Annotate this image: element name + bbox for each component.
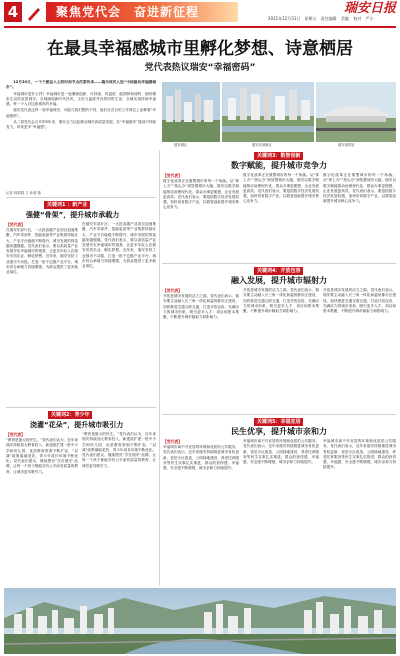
section-body: “教育是最大的民生。”党代表们认为，近年来瑞安持续加大教育投入，新建改扩建一批中小学和幼儿园，优质教育资源不断扩容，“双减”政策落地见效，青少年成长环境不断优化。党代表们建议，继续擦亮“学在瑞安”品牌，让每一个孩子都能享有公平而有质量的教育，让城市更具吸引力。 [82,432,156,468]
section-headline: 强健“骨架”，提升城市承载力 [26,211,120,219]
section-subhead: 【党代表】 [163,439,182,444]
meta-editor: 责任编辑 [320,16,337,21]
section-subhead: 【党代表】 [163,173,182,178]
section-tag: 关键词4：开放包容 [254,267,303,275]
section-subhead: 【党代表】 [6,222,25,227]
header-rule [4,26,396,28]
meta-design: 美编 [340,16,349,21]
section-headline: 浇灌“花朵”，提升城市吸引力 [30,421,124,429]
section-body: 幸福城市离不开宜居的环境和优质的公共服务。党代表们表示，近年来瑞安持续推进城市有机更新，老旧小区改造、公园绿地建设、养老托育服务等民生实事扎实推进，群众的获得感、幸福感、安全感不断增强，城市亲和力持续提升。 [243,439,319,465]
section-body: 数字化改革正在重塑城市的每一个角落。从“掌上办”“指尖办”到智慧城市大脑，瑞安以数字赋能推动治理现代化，群众办事更便捷，企业发展更高效。党代表们表示，要抢抓数字经济发展机遇，加快培育数字产业，以数智创新提升城市核心竞争力。 [243,173,319,204]
city-panorama-photo [4,588,396,654]
issue-date: 2021年12月31日 星期五 [268,16,317,21]
intro-paragraph: 幸福城市是什么样？幸福城市是一座兼顾创新、可持续、有温度、能圆梦和倾听、拥有精彩生活的宜居城市。全城涌现新时代民风，文化与温度并存的同时生活，全域实现持续幸福感。每一个人对这座城市的幸福。 [6,91,156,107]
article-title: 在最具幸福感城市里孵化梦想、诗意栖居 [47,39,353,59]
section-body: 开放是城市发展的活力之源。党代表们表示，瑞安要主动融入长三角一体化和温州都市区建设，加快推进交通互联互通，打造开放包容、充满活力的城市形象，吸引更多人才、项目和资本集聚，不断提升城市辐射力和影响力。 [243,288,319,314]
section-body: 幸福城市离不开宜居的环境和优质的公共服务。党代表们表示，近年来瑞安持续推进城市有机更新，老旧小区改造、公园绿地建设、养老托育服务等民生实事扎实推进，群众的获得感、幸福感、安全感不断增强，城市亲和力持续提升。 [163,445,239,471]
section-body: 数字化改革正在重塑城市的每一个角落。从“掌上办”“指尖办”到智慧城市大脑，瑞安以数字赋能推动治理现代化，群众办事更便捷，企业发展更高效。党代表们表示，要抢抓数字经济发展机遇，加快培育数字产业，以数智创新提升城市核心竞争力。 [323,173,396,204]
city-photo [162,82,220,142]
column-banner: 聚焦党代会 奋进新征程 [46,2,238,22]
page-number: 4 [4,2,22,22]
article-subtitle: 党代表热议瑞安“幸福密码” [144,63,256,73]
issue-meta [268,16,398,21]
divider [6,407,156,408]
section-body: 数字化改革正在重塑城市的每一个角落。从“掌上办”“指尖办”到智慧城市大脑，瑞安以数字赋能推动治理现代化，群众办事更便捷，企业发展更高效。党代表们表示，要抢抓数字经济发展机遇，加快培育数字产业，以数智创新提升城市核心竞争力。 [163,179,239,210]
intro-paragraph: 12月30日，一个个振奋人心的时间节点次第传来——瑞市再次入选“中国最具幸福感城市”。 [6,80,156,90]
intro-text [6,80,156,190]
new-district-photo [222,82,314,142]
section-headline: 民生优享，提升城市亲和力 [231,427,327,436]
section-tag: 关键词5：幸福宜居 [254,418,303,426]
section-subhead: 【党代表】 [6,432,25,437]
party-emblem-icon [25,3,45,22]
section-body: 在瑞安东部片区，一大批高端产业项目加速集聚，汽车零部件、智能装备等产业集群持续壮大，产业平台能级不断提升，城市发展的骨架越来越强健。党代表们表示，要以高质量产业发展夯实幸福城市的根基，让更多年轻人在瑞安安居乐业、孵化梦想。近年来，瑞安坚持工业强市不动摇，打造一批千亿级产业平台，城市综合承载力持续增强，为群众提供了更多就业岗位。 [82,222,156,269]
section-body: “教育是最大的民生。”党代表们认为，近年来瑞安持续加大教育投入，新建改扩建一批中小学和幼儿园，优质教育资源不断扩容，“双减”政策落地见效，青少年成长环境不断优化。党代表们建议，继续擦亮“学在瑞安”品牌，让每一个孩子都能享有公平而有质量的教育，让城市更具吸引力。 [6,438,78,474]
section-subhead: 【党代表】 [163,288,182,293]
section-tag: 关键词2：青少年 [48,411,92,419]
station-photo [316,82,396,142]
photo-caption: 瑞安高铁站 [338,143,355,147]
section-body: 开放是城市发展的活力之源。党代表们表示，瑞安要主动融入长三角一体化和温州都市区建设，加快推进交通互联互通，打造开放包容、充满活力的城市形象，吸引更多人才、项目和资本集聚，不断提升城市辐射力和影响力。 [163,294,239,320]
section-body: 在瑞安东部片区，一大批高端产业项目加速集聚，汽车零部件、智能装备等产业集群持续壮大，产业平台能级不断提升，城市发展的骨架越来越强健。党代表们表示，要以高质量产业发展夯实幸福城市的根基，让更多年轻人在瑞安安居乐业、孵化梦想。近年来，瑞安坚持工业强市不动摇，打造一批千亿级产业平台，城市综合承载力持续增强，为群众提供了更多就业岗位。 [6,228,78,275]
page-header [0,0,400,26]
column-divider [159,150,160,586]
divider [162,414,396,415]
divider [6,197,156,198]
meta-proof: 校对 [353,16,362,21]
photo-caption: 瑞安东部新区 [252,143,272,147]
section-tag: 关键词3：数智创新 [254,152,303,160]
photo-caption: 瑞安城区 [174,143,188,147]
intro-paragraph: 从二届党代会召开的5年来，瑞安全力以赴推动城市高质量发展，在“幸福瑞安”建设中持续发力，带来更多“幸福感”。 [6,120,156,130]
section-body: 幸福城市离不开宜居的环境和优质的公共服务。党代表们表示，近年来瑞安持续推进城市有机更新，老旧小区改造、公园绿地建设、养老托育服务等民生实事扎实推进，群众的获得感、幸福感、安全感不断增强，城市亲和力持续提升。 [323,439,396,470]
section-body: 开放是城市发展的活力之源。党代表们表示，瑞安要主动融入长三角一体化和温州都市区建设，加快推进交通互联互通，打造开放包容、充满活力的城市形象，吸引更多人才、项目和资本集聚，不断提升城市辐射力和影响力。 [323,288,396,314]
section-headline: 数字赋能，提升城市竞争力 [231,161,327,170]
meta-name: 严小 [365,16,374,21]
byline: 记者 林莉娟 文 孙晨 摄 [6,191,41,195]
section-tag: 关键词1 ：新产业 [44,201,90,209]
divider [162,263,396,264]
section-headline: 融入发展，提升城市辐射力 [231,276,327,285]
intro-paragraph: 瑞安党代表这样一座幸福城市，可能与我们想的不同，他们在各自的工作岗位上诠释着“幸福密码”。 [6,108,156,118]
newspaper-name: 瑞安日报 [343,1,396,16]
